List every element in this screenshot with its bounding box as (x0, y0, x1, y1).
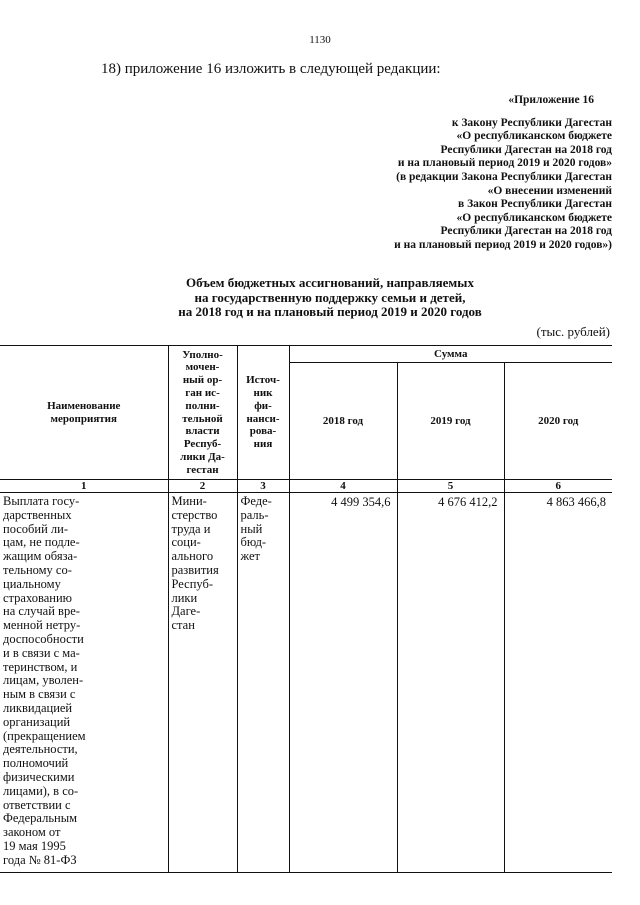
header-authority-line: гестан (186, 463, 219, 476)
header-authority (168, 346, 237, 480)
row-authority (168, 493, 237, 873)
budget-table (0, 345, 612, 873)
header-name-line: Наименование (47, 399, 121, 412)
table-title-line: на 2018 год и на плановый период 2019 и 2020 годов (178, 304, 482, 319)
header-authority-line: мочен- (185, 361, 220, 374)
intro-paragraph: 18) приложение 16 изложить в следующей редакции: (101, 61, 441, 77)
appendix-line: «О внесении изменений (487, 184, 612, 197)
row-name-line: Выплата госу- (3, 494, 80, 508)
row-name-line: и в связи с ма- (3, 645, 80, 660)
row-authority-line: лики (171, 590, 198, 605)
column-number: 3 (237, 480, 289, 493)
appendix-line: (в редакции Закона Республики Дагестан (396, 170, 612, 183)
row-name-line: полномочий (3, 756, 69, 771)
row-authority-line: ального (171, 549, 214, 564)
value-2018: 4 499 354,6 (289, 493, 397, 873)
appendix-line: «О республиканском бюджете (456, 211, 612, 224)
row-name-line: циальному (3, 576, 61, 591)
row-name-line: ликвидацией (3, 700, 73, 715)
row-name-line: дарственных (3, 507, 72, 522)
row-name-line: законом от (3, 825, 61, 840)
row-authority-line: стерство (171, 507, 218, 522)
appendix-line: к Закону Республики Дагестан (451, 116, 612, 129)
row-name-line: (прекращением (3, 728, 86, 743)
row-name-line: ответствии с (3, 797, 71, 812)
header-authority-line: тельной (182, 412, 223, 425)
header-source-line: Источ- (246, 374, 280, 387)
row-name-line: ным в связи с (3, 687, 76, 702)
header-source-line: рова- (249, 425, 277, 438)
column-number: 2 (168, 480, 237, 493)
row-name-line: года № 81-ФЗ (3, 852, 77, 867)
row-name-line: лицами), в со- (3, 783, 79, 798)
appendix-line: Республики Дагестан на 2018 год (440, 143, 612, 156)
header-authority-line: лики Да- (180, 450, 225, 463)
row-source-line: ный (240, 521, 263, 536)
header-source-line: ния (253, 438, 273, 451)
header-source-line: ник (253, 386, 273, 399)
row-name (0, 493, 168, 873)
header-authority-line: Уполно- (182, 348, 223, 361)
row-name-line: лицам, уволен- (3, 673, 84, 688)
header-2020: 2020 год (504, 363, 612, 480)
row-name-line: 19 мая 1995 (3, 838, 66, 853)
header-source-line: нанси- (246, 412, 280, 425)
value-2019: 4 676 412,2 (397, 493, 504, 873)
appendix-title: «Приложение 16 (508, 94, 594, 106)
row-authority-line: соци- (171, 535, 201, 550)
table-title (110, 276, 550, 320)
header-authority-line: полни- (185, 399, 220, 412)
appendix-header (300, 94, 612, 253)
table-title-line: на государственную поддержку семьи и детей, (194, 289, 466, 305)
row-name-line: жащим обяза- (3, 549, 78, 564)
appendix-line: в Закон Республики Дагестан (458, 198, 612, 211)
row-name-line: организаций (3, 714, 71, 729)
column-number: 6 (504, 480, 612, 493)
row-name-line: менной нетру- (3, 618, 81, 633)
header-2019: 2019 год (397, 363, 504, 480)
row-name-line: физическими (3, 769, 75, 784)
header-source-line: фи- (254, 399, 272, 412)
row-source-line: Феде- (240, 494, 272, 508)
row-authority-line: стан (171, 618, 195, 633)
row-name-line: Федеральным (3, 811, 78, 826)
table-row (0, 493, 612, 873)
row-source-line: раль- (240, 507, 269, 522)
row-name-line: тельному со- (3, 562, 72, 577)
column-number: 1 (0, 480, 168, 493)
value-2020: 4 863 466,8 (504, 493, 612, 873)
header-name (0, 346, 168, 480)
row-name-line: цам, не подле- (3, 535, 80, 550)
row-source (237, 493, 289, 873)
row-authority-line: Респуб- (171, 576, 213, 591)
header-authority-line: ган ис- (185, 386, 220, 399)
row-authority-line: труда и (171, 521, 211, 536)
header-authority-line: власти (185, 425, 220, 438)
appendix-line: и на плановый период 2019 и 2020 годов» (397, 157, 612, 170)
row-authority-line: развития (171, 562, 219, 577)
appendix-line: Республики Дагестан на 2018 год (440, 225, 612, 238)
row-name-line: пособий ли- (3, 521, 69, 536)
row-name-line: теринством, и (3, 659, 78, 674)
header-2018: 2018 год (289, 363, 397, 480)
row-name-line: страхованию (3, 590, 72, 605)
header-sum: Сумма (289, 346, 612, 363)
row-authority-line: Мини- (171, 494, 207, 508)
row-source-line: бюд- (240, 535, 267, 550)
row-name-line: деятельности, (3, 742, 78, 757)
units-label: (тыс. рублей) (536, 324, 610, 339)
row-authority-line: Даге- (171, 604, 201, 619)
table-title-line: Объем бюджетных ассигнований, направляемых (186, 275, 474, 290)
header-name-line: мероприятия (50, 412, 117, 425)
header-authority-line: Респуб- (183, 438, 222, 451)
column-number: 4 (289, 480, 397, 493)
appendix-line: «О республиканском бюджете (456, 130, 612, 143)
header-authority-line: ный ор- (182, 374, 223, 387)
header-source (237, 346, 289, 480)
row-source-line: жет (240, 549, 260, 564)
row-name-line: на случай вре- (3, 604, 80, 619)
row-name-line: доспособности (3, 631, 84, 646)
appendix-line: и на плановый период 2019 и 2020 годов») (394, 238, 612, 251)
page-number: 1130 (309, 34, 331, 46)
column-number: 5 (397, 480, 504, 493)
